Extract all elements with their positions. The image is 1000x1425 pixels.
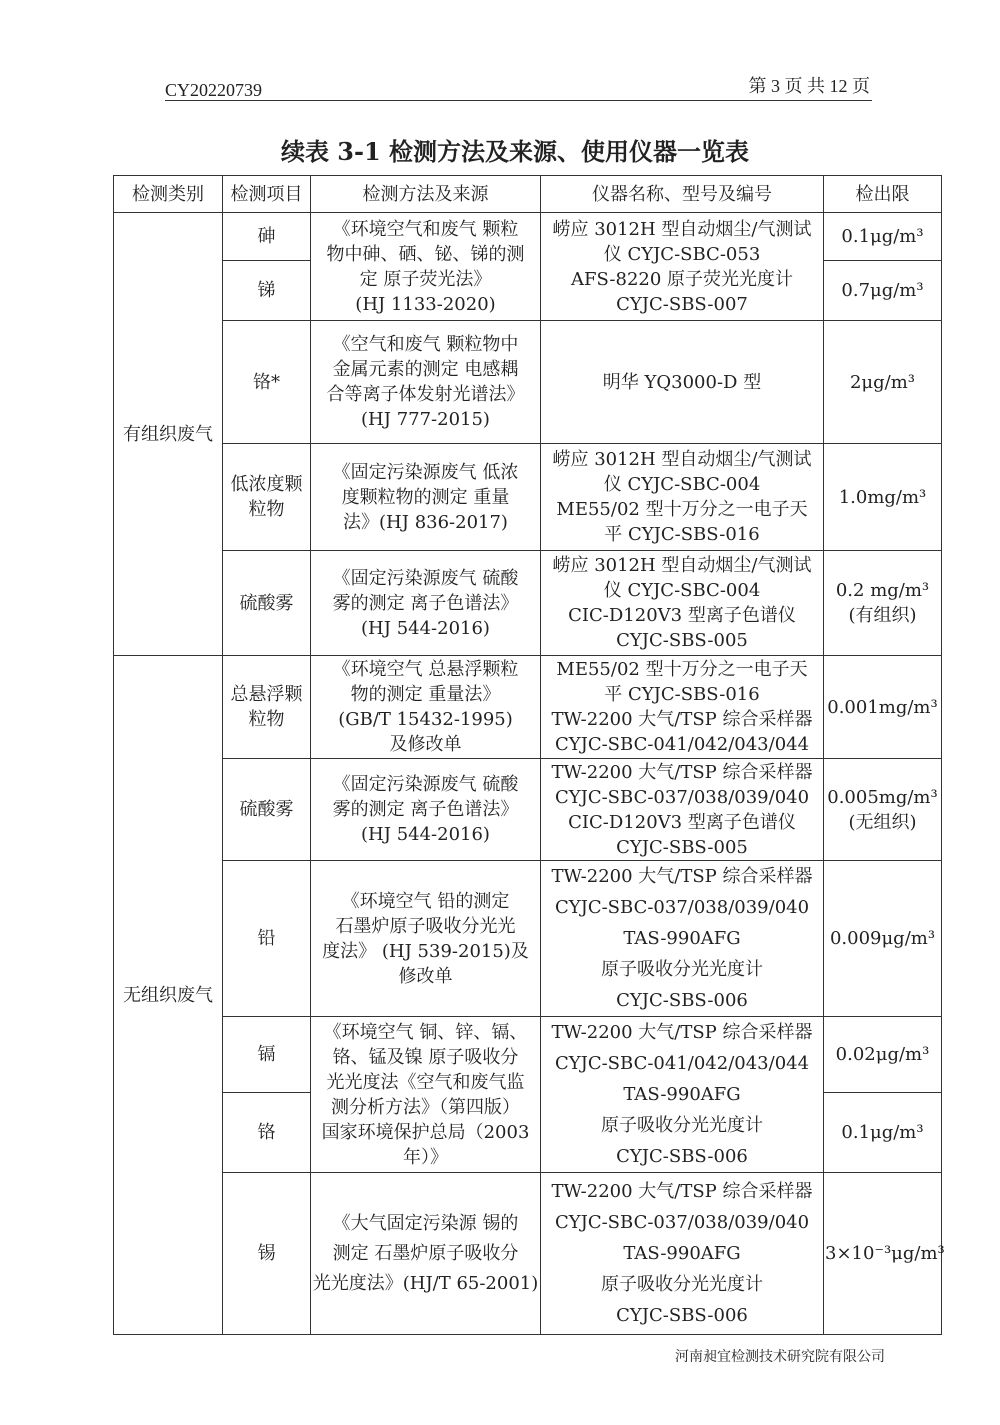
item-cell: 锑 [223,261,311,321]
method-cell: 《环境空气 铜、锌、镉、 铬、锰及镍 原子吸收分 光光度法《空气和废气监 测分析方法》（第四版） 国家环境保护总局（2003 年）》 [311,1017,541,1173]
item-cell: 低浓度颗 粒物 [223,444,311,551]
method-cell: 《环境空气 总悬浮颗粒 物的测定 重量法》 (GB/T 15432-1995) 及修改单 [311,656,541,759]
item-cell: 硫酸雾 [223,551,311,656]
limit-cell: 0.001mg/m³ [824,656,942,759]
category-cell: 无组织废气 [114,656,223,1335]
table-row [114,213,942,261]
method-cell: 《空气和废气 颗粒物中 金属元素的测定 电感耦 合等离子体发射光谱法》 (HJ 777-2015) [311,321,541,444]
instrument-cell: TW-2200 大气/TSP 综合采样器 CYJC-SBC-037/038/039/040 TAS-990AFG 原子吸收分光光度计 CYJC-SBS-006 [541,1173,824,1335]
company-footer: 河南昶宜检测技术研究院有限公司 [675,1349,885,1365]
item-cell: 硫酸雾 [223,759,311,861]
item-cell: 总悬浮颗 粒物 [223,656,311,759]
method-cell: 《固定污染源废气 硫酸 雾的测定 离子色谱法》 (HJ 544-2016) [311,759,541,861]
methods-table [113,175,945,1335]
limit-cell: 0.1μg/m³ [824,213,942,261]
limit-cell: 0.009μg/m³ [824,861,942,1017]
instrument-cell: 崂应 3012H 型自动烟尘/气测试 仪 CYJC-SBC-053 AFS-8220 原子荧光光度计 CYJC-SBS-007 [541,213,824,321]
limit-cell: 0.1μg/m³ [824,1093,942,1173]
page-indicator: 第 3 页 共 12 页 [748,76,870,96]
item-cell: 铅 [223,861,311,1017]
item-cell: 砷 [223,213,311,261]
item-cell: 铬* [223,321,311,444]
table-row [114,551,942,656]
table-row [114,759,942,861]
document-number: CY20220739 [165,80,263,100]
category-cell: 有组织废气 [114,213,223,656]
limit-cell: 2μg/m³ [824,321,942,444]
table-header-row [114,176,942,213]
header-cell: 仪器名称、型号及编号 [541,176,824,213]
method-cell: 《固定污染源废气 硫酸 雾的测定 离子色谱法》 (HJ 544-2016) [311,551,541,656]
item-cell: 铬 [223,1093,311,1173]
header-divider [165,100,872,101]
header-cell: 检出限 [824,176,942,213]
item-cell: 锡 [223,1173,311,1335]
header-cell: 检测方法及来源 [311,176,541,213]
limit-cell: 0.02μg/m³ [824,1017,942,1093]
header-cell: 检测项目 [223,176,311,213]
method-cell: 《环境空气和废气 颗粒 物中砷、硒、铋、锑的测 定 原子荧光法》 (HJ 1133-2020) [311,213,541,321]
method-cell: 《环境空气 铅的测定 石墨炉原子吸收分光光 度法》 (HJ 539-2015)及 修改单 [311,861,541,1017]
limit-cell: 0.005mg/m³ (无组织) [824,759,942,861]
instrument-cell: 明华 YQ3000-D 型 [541,321,824,444]
limit-cell: 0.2 mg/m³ (有组织) [824,551,942,656]
table-row [114,861,942,1017]
table-row [114,321,942,444]
method-cell: 《固定污染源废气 低浓 度颗粒物的测定 重量 法》(HJ 836-2017) [311,444,541,551]
method-cell: 《大气固定污染源 锡的 测定 石墨炉原子吸收分 光光度法》(HJ/T 65-2001) [311,1173,541,1335]
page-title: 续表 3-1 检测方法及来源、使用仪器一览表 [280,137,750,166]
limit-cell: 0.7μg/m³ [824,261,942,321]
instrument-cell: TW-2200 大气/TSP 综合采样器 CYJC-SBC-041/042/043/044 TAS-990AFG 原子吸收分光光度计 CYJC-SBS-006 [541,1017,824,1173]
table-row [114,1017,942,1093]
table-row [114,444,942,551]
instrument-cell: 崂应 3012H 型自动烟尘/气测试 仪 CYJC-SBC-004 ME55/02 型十万分之一电子天 平 CYJC-SBS-016 [541,444,824,551]
header-cell: 检测类别 [114,176,223,213]
table-row [114,656,942,759]
instrument-cell: TW-2200 大气/TSP 综合采样器 CYJC-SBC-037/038/039/040 TAS-990AFG 原子吸收分光光度计 CYJC-SBS-006 [541,861,824,1017]
instrument-cell: ME55/02 型十万分之一电子天 平 CYJC-SBS-016 TW-2200 大气/TSP 综合采样器 CYJC-SBC-041/042/043/044 [541,656,824,759]
table-row [114,1173,942,1335]
limit-cell: 1.0mg/m³ [824,444,942,551]
instrument-cell: 崂应 3012H 型自动烟尘/气测试 仪 CYJC-SBC-004 CIC-D120V3 型离子色谱仪 CYJC-SBS-005 [541,551,824,656]
instrument-cell: TW-2200 大气/TSP 综合采样器 CYJC-SBC-037/038/039/040 CIC-D120V3 型离子色谱仪 CYJC-SBS-005 [541,759,824,861]
item-cell: 镉 [223,1017,311,1093]
limit-cell: 3×10⁻³μg/m³ [824,1173,942,1335]
